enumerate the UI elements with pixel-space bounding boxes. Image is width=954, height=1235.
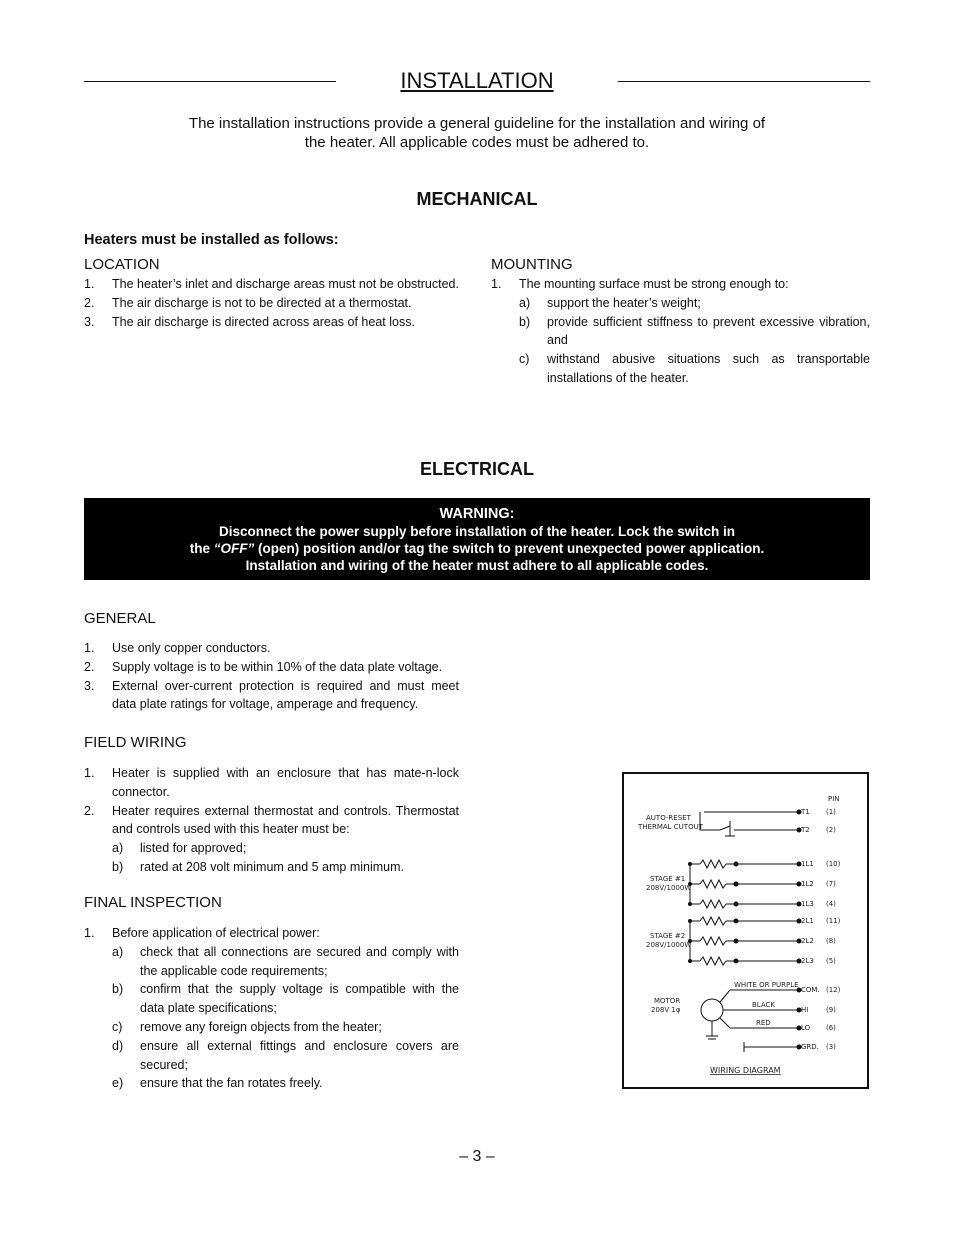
list-subitem: a) check that all connections are secured and comply with the applicable code requirements; xyxy=(112,944,459,978)
page-number: – 3 – xyxy=(459,1148,495,1165)
list-subitem: e) ensure that the fan rotates freely. xyxy=(112,1076,323,1091)
terminal-label: 1L3 xyxy=(801,900,814,908)
pin-number: (5) xyxy=(826,957,836,965)
intro-line-2: the heater. All applicable codes must be adhered to. xyxy=(304,134,650,151)
list-item: 1. Heater is supplied with an enclosure that has mate-n-lock connector. xyxy=(84,766,459,799)
terminal-label: 1L2 xyxy=(801,880,814,888)
list-subitem: a) support the heater’s weight; xyxy=(519,295,701,310)
warning-box xyxy=(84,498,870,580)
list-item: 2. Supply voltage is to be within 10% of the data plate voltage. xyxy=(84,659,443,674)
pin-number: (1) xyxy=(826,808,836,816)
cutout-label-2: THERMAL CUTOUT xyxy=(638,823,703,831)
terminal-label: 2L2 xyxy=(801,937,814,945)
pin-number: (2) xyxy=(826,826,836,834)
motor-label-2: 208V 1φ xyxy=(651,1006,681,1014)
final-inspection-list xyxy=(84,924,459,1093)
list-item: 2. Heater requires external thermostat and controls. Thermostat and controls used with this heater must be: xyxy=(84,803,459,837)
wire-label-black: BLACK xyxy=(752,1001,776,1009)
stage2-label-1: STAGE #2 xyxy=(650,932,686,940)
location-title: LOCATION xyxy=(84,256,160,273)
list-subitem: a) listed for approved; xyxy=(112,841,247,856)
warning-line-1: Disconnect the power supply before installation of the heater. Lock the switch in xyxy=(218,524,736,539)
pin-number: (7) xyxy=(826,880,836,888)
warning-line-3: Installation and wiring of the heater must adhere to all applicable codes. xyxy=(245,558,709,573)
warning-off-emphasis: “OFF” xyxy=(213,541,255,556)
list-subitem: c) withstand abusive situations such as transportable installations of the heater. xyxy=(519,352,870,385)
list-item: 3. External over-current protection is required and must meet data plate ratings for voltage, amperage and frequency. xyxy=(84,678,459,712)
list-subitem: b) confirm that the supply voltage is compatible with the data plate specifications; xyxy=(112,982,459,1016)
stage2-label-2: 208V/1000W xyxy=(646,941,692,949)
final-inspection-title: FINAL INSPECTION xyxy=(84,894,222,911)
wiring-diagram xyxy=(622,772,869,1089)
diagram-caption: WIRING DIAGRAM xyxy=(710,1066,781,1075)
terminal-label: 1L1 xyxy=(801,860,814,868)
wiring-diagram-svg xyxy=(624,774,867,1087)
list-subitem: d) ensure all external fittings and enclosure covers are secured; xyxy=(112,1038,459,1072)
list-item: 1. The heater’s inlet and discharge areas must not be obstructed. xyxy=(84,277,459,291)
field-wiring-title: FIELD WIRING xyxy=(84,734,187,751)
list-item: 2. The air discharge is not to be directed at a thermostat. xyxy=(84,295,412,310)
list-subitem: c) remove any foreign objects from the heater; xyxy=(112,1019,382,1034)
pin-number: (12) xyxy=(826,986,841,994)
terminal-label: 2L1 xyxy=(801,917,814,925)
general-title: GENERAL xyxy=(84,610,156,627)
terminal-label: GRD. xyxy=(801,1043,819,1051)
terminal-label: T2 xyxy=(801,826,810,834)
warning-line-2: the “OFF” (open) position and/or tag the switch to prevent unexpected power application. xyxy=(189,541,765,556)
pin-number: (10) xyxy=(826,860,841,868)
pin-number: (4) xyxy=(826,900,836,908)
mounting-list xyxy=(491,275,870,388)
pin-number: (8) xyxy=(826,937,836,945)
title-rule-left xyxy=(84,81,336,82)
mounting-title: MOUNTING xyxy=(491,256,573,273)
list-item: 1. The mounting surface must be strong enough to: xyxy=(491,277,789,291)
list-item: 3. The air discharge is directed across areas of heat loss. xyxy=(84,314,415,329)
stage1-label-1: STAGE #1 xyxy=(650,875,686,883)
mechanical-subheading: Heaters must be installed as follows: xyxy=(84,232,339,248)
pin-number: (6) xyxy=(826,1024,836,1032)
stage1-label-2: 208V/1000W xyxy=(646,884,692,892)
location-list xyxy=(84,275,464,331)
warning-title: WARNING: xyxy=(439,506,515,522)
mechanical-heading: MECHANICAL xyxy=(416,189,538,209)
pin-number: (3) xyxy=(826,1043,836,1051)
terminal-label: 2L3 xyxy=(801,957,814,965)
wire-label-white: WHITE OR PURPLE xyxy=(734,981,799,989)
electrical-heading: ELECTRICAL xyxy=(420,459,534,479)
pin-number: (11) xyxy=(826,917,841,925)
terminal-label: LO xyxy=(801,1024,811,1032)
pin-number: (9) xyxy=(826,1006,836,1014)
cutout-label-1: AUTO-RESET xyxy=(646,814,691,822)
motor-label-1: MOTOR xyxy=(654,997,681,1005)
general-list xyxy=(84,639,459,714)
terminal-label: T1 xyxy=(801,808,810,816)
field-wiring-list xyxy=(84,764,459,877)
page-title: INSTALLATION xyxy=(400,68,554,93)
terminal-label: HI xyxy=(801,1006,809,1014)
list-item: 1. Before application of electrical power: xyxy=(84,926,320,940)
list-subitem: b) rated at 208 volt minimum and 5 amp minimum. xyxy=(112,859,404,874)
wire-label-red: RED xyxy=(756,1019,771,1027)
list-item: 1. Use only copper conductors. xyxy=(84,641,271,655)
title-rule-right xyxy=(618,81,870,82)
intro-line-1: The installation instructions provide a general guideline for the installation and wiring of xyxy=(188,115,766,132)
terminal-label: COM. xyxy=(801,986,820,994)
list-subitem: b) provide sufficient stiffness to prevent excessive vibration, and xyxy=(519,314,870,348)
intro-paragraph xyxy=(160,114,794,152)
pin-header: PIN xyxy=(828,795,840,803)
